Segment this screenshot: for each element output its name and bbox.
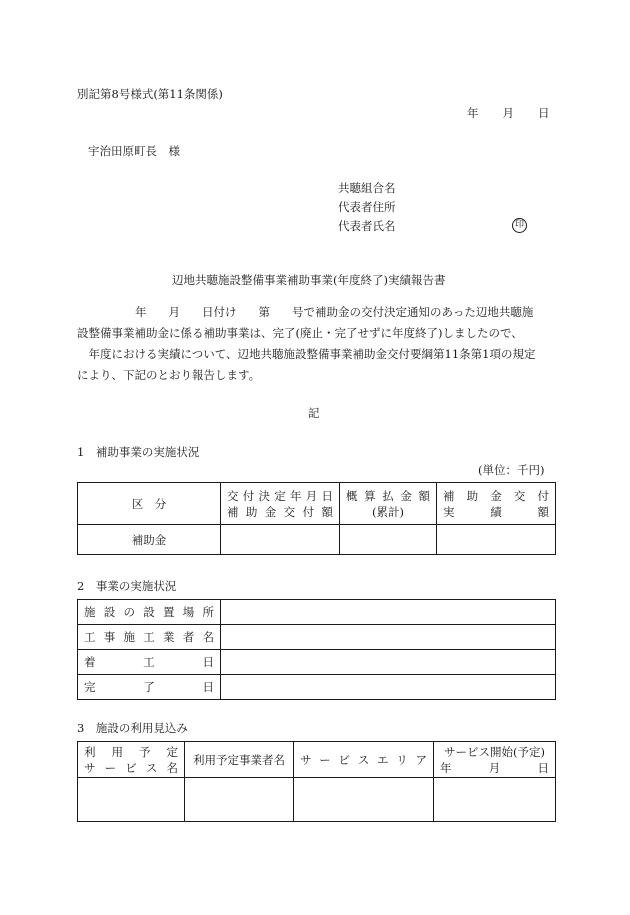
col-service-l1: 利 用 予 定: [84, 744, 178, 759]
address-label: 代表者住所: [338, 200, 396, 214]
section1-data-row: [78, 525, 556, 555]
cell-service[interactable]: [78, 778, 185, 822]
body-line-3: 年度における実績について、辺地共聴施設整備事業補助金交付要綱第11条第1項の規定: [77, 347, 536, 361]
org-label: 共聴組合名: [338, 181, 396, 195]
section1-header-row: [78, 483, 556, 525]
col-start: [434, 742, 556, 778]
section2-value[interactable]: [221, 625, 556, 650]
cell-start[interactable]: [434, 778, 556, 822]
seal-mark: 印: [512, 218, 527, 233]
document-title: 辺地共聴施設整備事業補助事業(年度終了)実績報告書: [172, 273, 446, 287]
addressee: 宇治田原町長 様: [88, 144, 180, 158]
date-line: [467, 105, 550, 121]
row-label-hojokin: 補助金: [78, 525, 221, 555]
section2-label: 施 設 の 設 置 場 所: [84, 605, 214, 619]
section2-row: [78, 600, 556, 625]
section2-heading: 2 事業の実施状況: [77, 579, 177, 593]
col-service: [78, 742, 185, 778]
date-month: 月: [502, 106, 514, 120]
cell-area[interactable]: [294, 778, 434, 822]
col-gaisan-l2: (累計): [372, 504, 404, 519]
cell-operator[interactable]: [185, 778, 294, 822]
col-area-text: サ ー ビ ス エ リ ア: [300, 752, 427, 767]
unit-label: (単位：千円): [478, 463, 545, 477]
cell-decision[interactable]: [221, 525, 340, 555]
col-jisseki-l2: 実 績 額: [443, 504, 549, 519]
cell-jisseki[interactable]: [437, 525, 556, 555]
col-start-l2: 年 月 日: [440, 760, 549, 775]
section1-heading: 1 補助事業の実施状況: [77, 445, 200, 459]
section3-data-row: [78, 778, 556, 822]
col-jisseki: [437, 483, 556, 525]
section2-row: [78, 625, 556, 650]
col-decision: [221, 483, 340, 525]
form-label: 別記第8号様式(第11条関係): [77, 87, 223, 101]
section2-row: [78, 650, 556, 675]
col-start-l1: サービス開始(予定): [444, 744, 545, 759]
section2-row: [78, 675, 556, 700]
section3-heading: 3 施設の利用見込み: [77, 721, 188, 735]
col-decision-l1: 交 付 決 定 年 月 日: [227, 488, 333, 503]
seal-icon: [512, 216, 527, 233]
col-operator: 利用予定事業者名: [185, 742, 294, 778]
section2-label: 工 事 施 工 業 者 名: [84, 630, 214, 644]
col-gaisan-l1: 概 算 払 金 額: [346, 488, 430, 503]
body-line-4: により、下記のとおり報告します。: [77, 368, 261, 382]
body-line-2: 設整備事業補助金に係る補助事業は、完了(廃止・完了せずに年度終了)しましたので、: [77, 326, 523, 340]
section2-label: 着 工 日: [84, 655, 214, 669]
date-year: 年: [467, 106, 479, 120]
col-kubun: 区 分: [78, 483, 221, 525]
col-service-l2: サ ー ビ ス 名: [84, 760, 178, 775]
section1-table: [77, 482, 556, 555]
section2-table: [77, 599, 556, 700]
cell-gaisan[interactable]: [340, 525, 437, 555]
date-day: 日: [538, 106, 550, 120]
section3-header-row: [78, 742, 556, 778]
col-area: [294, 742, 434, 778]
col-jisseki-l1: 補 助 金 交 付: [443, 488, 549, 503]
section2-value[interactable]: [221, 650, 556, 675]
name-label: 代表者氏名: [338, 219, 396, 233]
col-decision-l2: 補 助 金 交 付 額: [227, 504, 333, 519]
section2-value[interactable]: [221, 600, 556, 625]
body-line-1: 年 月 日付け 第 号で補助金の交付決定通知のあった辺地共聴施: [135, 305, 534, 319]
section2-label: 完 了 日: [84, 680, 214, 694]
section2-value[interactable]: [221, 675, 556, 700]
body-paragraph: [77, 302, 555, 386]
col-gaisan: [340, 483, 437, 525]
ki-heading: 記: [308, 406, 320, 420]
section3-table: [77, 741, 556, 822]
